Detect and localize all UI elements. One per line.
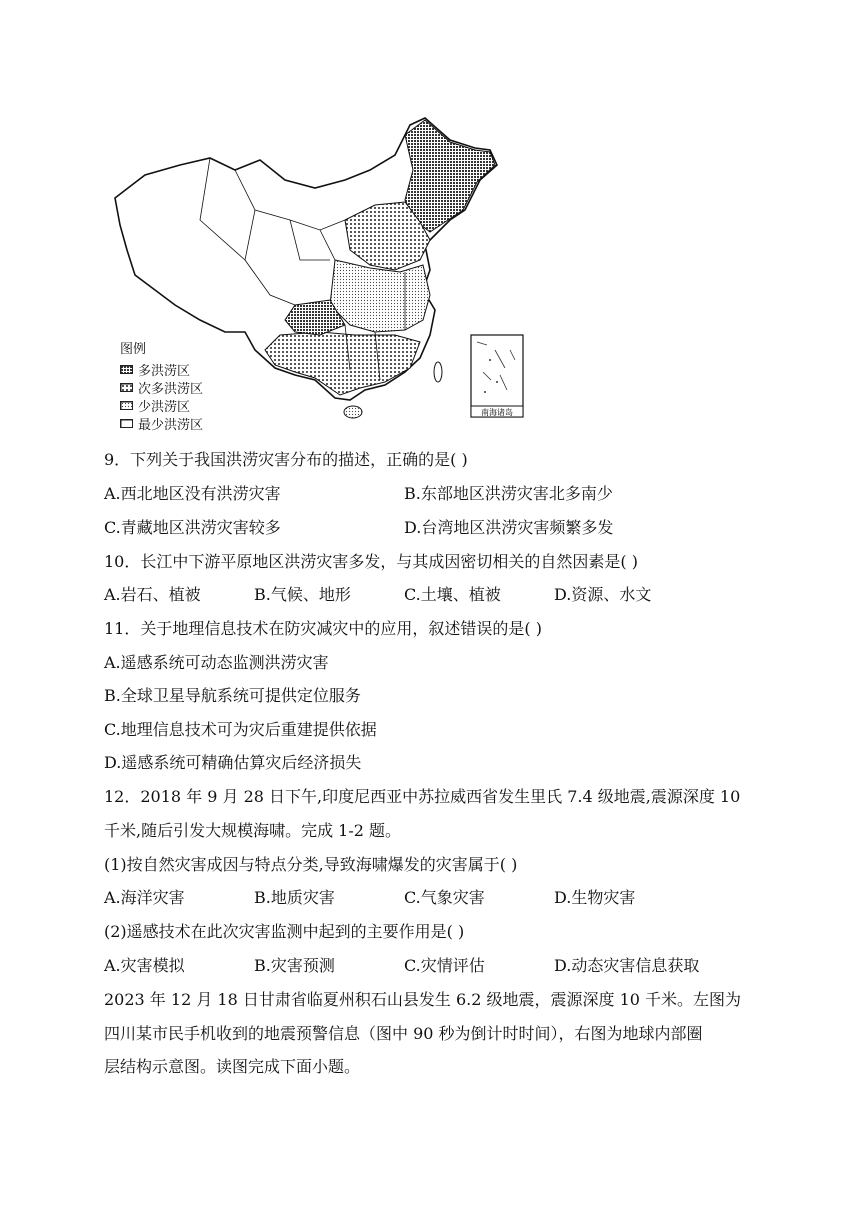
q12-stem-line2: 千米,随后引发大规模海啸。完成 1-2 题。 (104, 821, 402, 840)
legend-item-dense: 多洪涝区 (120, 360, 203, 378)
q9-option-a[interactable]: A.西北地区没有洪涝灾害 (104, 484, 281, 503)
legend-item-mid: 次多洪涝区 (120, 378, 203, 396)
q12-sub2-stem: (2)遥感技术在此次灾害监测中起到的主要作用是( ) (104, 922, 465, 941)
q10-option-a[interactable]: A.岩石、植被 (104, 585, 201, 604)
q11-stem: 11．关于地理信息技术在防灾减灾中的应用，叙述错误的是( ) (104, 619, 542, 638)
passage-line3: 层结构示意图。读图完成下面小题。 (104, 1057, 361, 1076)
q9-option-c[interactable]: C.青藏地区洪涝灾害较多 (104, 518, 281, 537)
q12-sub1-option-d[interactable]: D.生物灾害 (554, 888, 636, 907)
q10-option-c[interactable]: C.土壤、植被 (404, 585, 501, 604)
q10-stem: 10．长江中下游平原地区洪涝灾害多发，与其成因密切相关的自然因素是( ) (104, 552, 638, 571)
inset-label: 南海诸岛 (481, 408, 513, 417)
legend-item-light: 少洪涝区 (120, 396, 203, 414)
q12-sub1-option-a[interactable]: A.海洋灾害 (104, 888, 185, 907)
q12-stem-line1: 12．2018 年 9 月 28 日下午,印度尼西亚中苏拉威西省发生里氏 7.4 级地震,震源深度 10 (104, 787, 741, 806)
q9-stem: 9．下列关于我国洪涝灾害分布的描述，正确的是( ) (104, 450, 468, 469)
passage-line1: 2023 年 12 月 18 日甘肃省临夏州积石山县发生 6.2 级地震，震源深度 10 千米。左图为 (104, 990, 742, 1009)
q11-option-d[interactable]: D.遥感系统可精确估算灾后经济损失 (104, 753, 362, 772)
q11-option-c[interactable]: C.地理信息技术可为灾后重建提供依据 (104, 720, 377, 739)
q10-option-d[interactable]: D.资源、水文 (554, 585, 652, 604)
q12-sub1-option-b[interactable]: B.地质灾害 (254, 888, 335, 907)
region-northeast (405, 120, 495, 232)
passage-line2: 四川某市民手机收到的地震预警信息（图中 90 秒为倒计时时间），右图为地球内部圈 (104, 1024, 703, 1043)
q9-option-d[interactable]: D.台湾地区洪涝灾害频繁多发 (404, 518, 614, 537)
hainan-island (344, 406, 362, 418)
legend-item-least: 最少洪涝区 (120, 414, 203, 432)
q12-sub2-option-d[interactable]: D.动态灾害信息获取 (554, 956, 700, 975)
taiwan-island (434, 362, 442, 382)
q10-option-b[interactable]: B.气候、地形 (254, 585, 351, 604)
q12-sub1-stem: (1)按自然灾害成因与特点分类,导致海啸爆发的灾害属于( ) (104, 855, 518, 874)
q9-option-b[interactable]: B.东部地区洪涝灾害北多南少 (404, 484, 613, 503)
q12-sub1-option-c[interactable]: C.气象灾害 (404, 888, 485, 907)
q11-option-a[interactable]: A.遥感系统可动态监测洪涝灾害 (104, 653, 329, 672)
q12-sub2-option-b[interactable]: B.灾害预测 (254, 956, 335, 975)
q12-sub2-option-a[interactable]: A.灾害模拟 (104, 956, 185, 975)
q12-sub2-option-c[interactable]: C.灾情评估 (404, 956, 485, 975)
legend-title: 图例 (120, 342, 147, 357)
map-legend (120, 338, 203, 432)
region-south (265, 332, 420, 395)
south-china-sea-inset (471, 335, 523, 417)
q11-option-b[interactable]: B.全球卫星导航系统可提供定位服务 (104, 686, 361, 705)
